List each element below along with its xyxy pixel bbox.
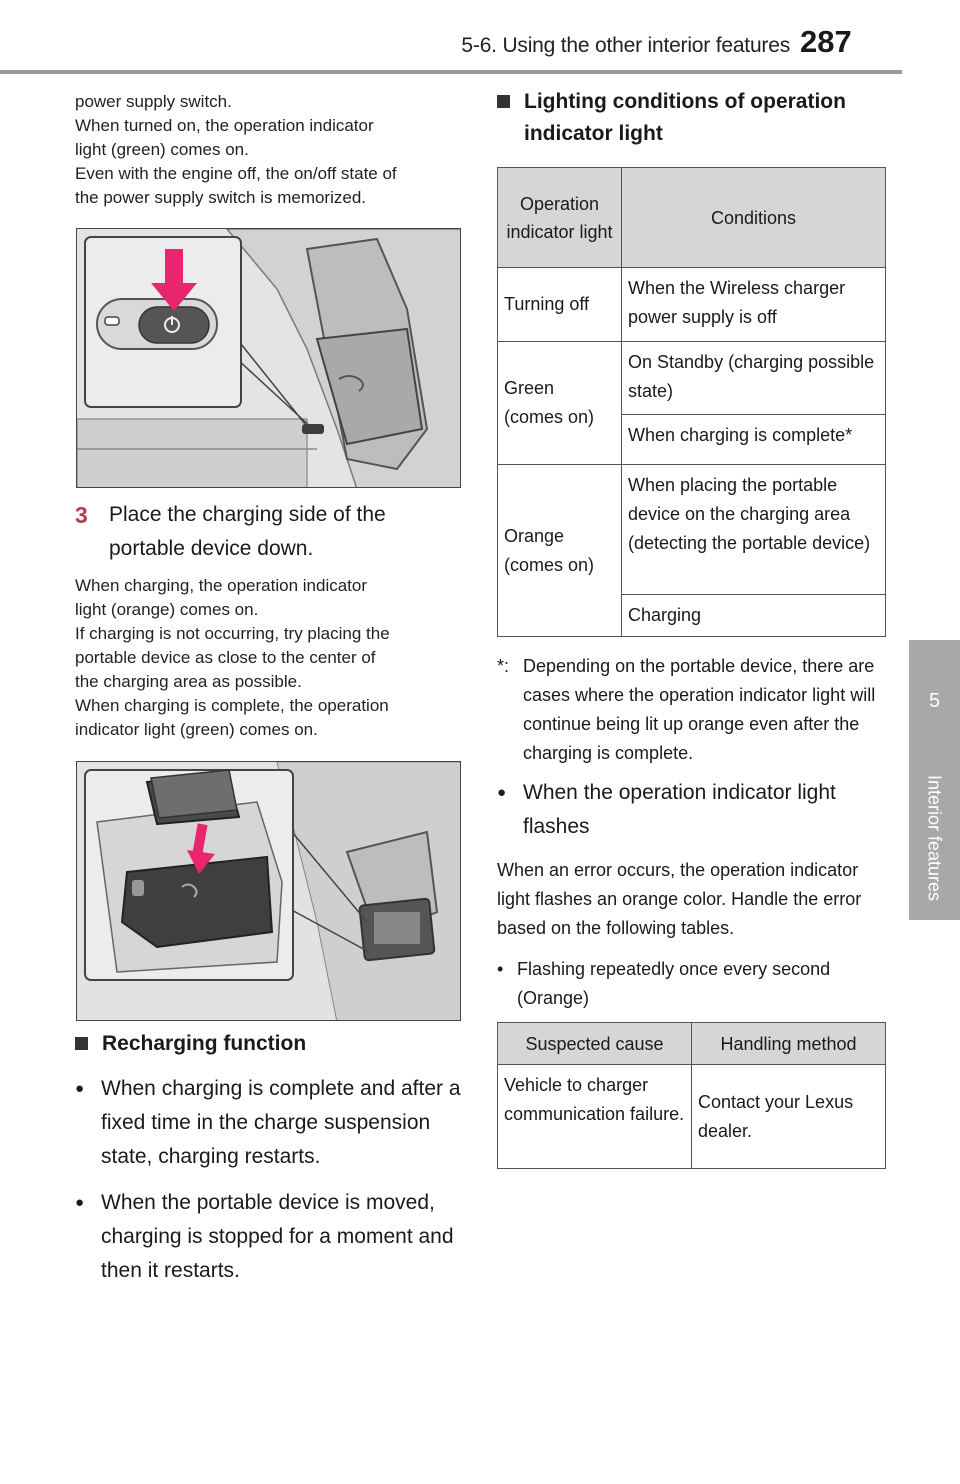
- table-cell-condition: When placing the portable device on the charging area (detecting the portable device): [622, 465, 886, 595]
- note-line: the charging area as possible.: [75, 672, 302, 691]
- bullet-text: When charging is complete and after a fixed time in the charge suspension state, charging restarts.: [101, 1077, 461, 1168]
- header-rule: [0, 70, 902, 74]
- list-item: [75, 1072, 470, 1174]
- bullet-dot-icon: ●: [497, 784, 507, 801]
- charging-tray-illustration: [76, 761, 461, 1021]
- chapter-number: 5: [928, 690, 941, 712]
- bullet-dot-icon: ●: [75, 1080, 85, 1097]
- table-cell-cause: Vehicle to charger communication failure.: [498, 1065, 692, 1169]
- flash-heading-text: When the operation indicator light flashes: [523, 781, 836, 838]
- note-line: light (orange) comes on.: [75, 600, 259, 619]
- table-header-cell: Conditions: [622, 168, 886, 268]
- flash-bullet: [497, 955, 887, 1013]
- step-number: 3: [75, 502, 88, 528]
- recharging-heading: [75, 1028, 470, 1060]
- note-line: indicator light (green) comes on.: [75, 720, 318, 739]
- table-cell-state: Green (comes on): [498, 342, 622, 465]
- footnote: [497, 652, 887, 768]
- footnote-text: Depending on the portable device, there are cases where the operation indicator light will continue being lit up orange even after the charging is complete.: [523, 656, 876, 763]
- table-header-cell: Handling method: [692, 1023, 886, 1065]
- power-switch-illustration: [76, 228, 461, 488]
- heading-square-icon: [497, 95, 510, 108]
- flash-section: [497, 776, 887, 1013]
- intro-line: the power supply switch is memorized.: [75, 188, 367, 207]
- bullet-text: When the portable device is moved, charging is stopped for a moment and then it restarts.: [101, 1191, 454, 1282]
- lighting-heading-text: Lighting conditions of operation indicator light: [524, 90, 846, 145]
- power-switch-drawing: [77, 229, 461, 488]
- section-title: 5-6. Using the other interior features: [461, 34, 790, 57]
- step-3: [75, 498, 470, 566]
- lighting-section: [497, 86, 887, 150]
- table-cell-method: Contact your Lexus dealer.: [692, 1065, 886, 1169]
- flash-body: When an error occurs, the operation indicator light flashes an orange color. Handle the error based on the following tables.: [497, 860, 862, 938]
- flash-bullet-text: Flashing repeatedly once every second (Orange): [517, 959, 831, 1008]
- table-cell-condition: On Standby (charging possible state): [622, 342, 886, 415]
- lighting-heading: [497, 86, 887, 150]
- bullet-dot-icon: ●: [75, 1194, 85, 1211]
- step-3-notes: [75, 574, 470, 742]
- table-row: [498, 268, 886, 342]
- table-cell-condition: When the Wireless charger power supply is off: [622, 268, 886, 342]
- list-item: [75, 1186, 470, 1288]
- intro-text: [75, 90, 470, 210]
- table-row: [498, 1065, 886, 1169]
- table-header-cell: Operation indicator light: [498, 168, 622, 268]
- note-line: If charging is not occurring, try placing the: [75, 624, 390, 643]
- flash-heading: [497, 776, 887, 844]
- table-header-row: [498, 1023, 886, 1065]
- table-header-cell: Suspected cause: [498, 1023, 692, 1065]
- table-cell-condition: When charging is complete*: [622, 415, 886, 465]
- table-header-row: [498, 168, 886, 268]
- table-row: [498, 342, 886, 415]
- lighting-table: [497, 167, 886, 637]
- error-table: [497, 1022, 886, 1169]
- note-line: When charging, the operation indicator: [75, 576, 368, 595]
- page-number: 287: [800, 24, 852, 59]
- heading-square-icon: [75, 1037, 88, 1050]
- table-cell-state: Turning off: [498, 268, 622, 342]
- table-row: [498, 465, 886, 595]
- charging-tray-drawing: [77, 762, 461, 1021]
- intro-line: light (green) comes on.: [75, 140, 249, 159]
- chapter-label: Interior features: [924, 774, 945, 902]
- intro-line: Even with the engine off, the on/off state of: [75, 164, 397, 183]
- table-cell-condition: Charging: [622, 595, 886, 637]
- intro-line: power supply switch.: [75, 92, 232, 111]
- note-line: portable device as close to the center of: [75, 648, 376, 667]
- table-cell-state: Orange (comes on): [498, 465, 622, 637]
- recharging-heading-text: Recharging function: [102, 1032, 307, 1055]
- step-3-text: Place the charging side of the portable device down.: [109, 503, 386, 560]
- note-line: When charging is complete, the operation: [75, 696, 389, 715]
- bullet-dot-small-icon: •: [497, 959, 504, 979]
- footnote-marker: *:: [497, 656, 510, 676]
- intro-line: When turned on, the operation indicator: [75, 116, 374, 135]
- recharging-section: [75, 1028, 470, 1288]
